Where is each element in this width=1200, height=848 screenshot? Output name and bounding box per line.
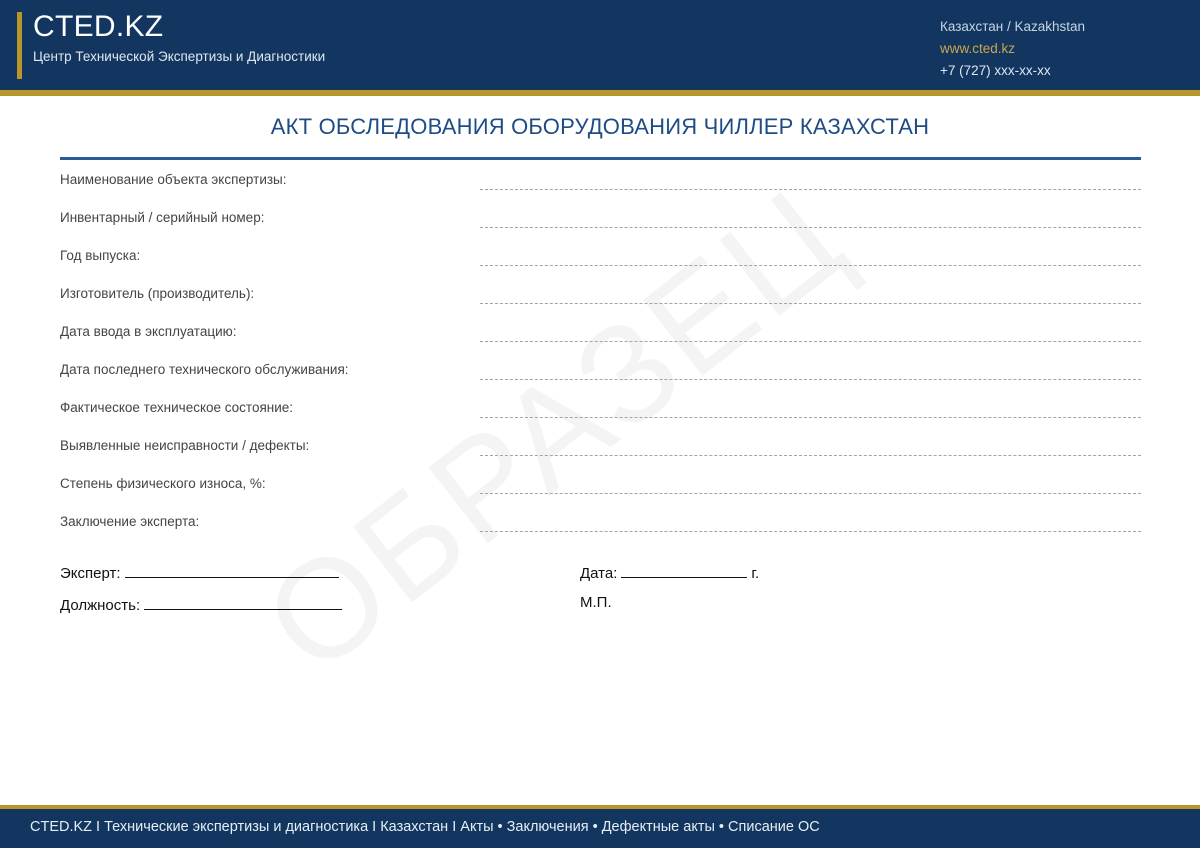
field-label: Дата ввода в эксплуатацию: bbox=[60, 324, 237, 339]
form-field-manufacturer bbox=[60, 286, 1141, 324]
footer-text: CTED.KZ I Технические экспертизы и диагностика I Казахстан I Акты • Заключения • Дефектные акты • Списание ОС bbox=[30, 819, 820, 835]
fill-line[interactable] bbox=[480, 531, 1141, 532]
header-accent-bar bbox=[17, 12, 22, 79]
expert-signature-line[interactable] bbox=[125, 562, 339, 578]
fill-line[interactable] bbox=[480, 417, 1141, 418]
form-field-technical-condition bbox=[60, 400, 1141, 438]
field-label: Наименование объекта экспертизы: bbox=[60, 172, 287, 187]
field-label: Изготовитель (производитель): bbox=[60, 286, 255, 301]
brand-logo-text: CTED.KZ bbox=[33, 10, 164, 43]
form-field-object-name bbox=[60, 172, 1141, 210]
seal-place: М.П. bbox=[580, 594, 612, 611]
header-gold-divider bbox=[0, 90, 1200, 96]
brand-tagline: Центр Технической Экспертизы и Диагностики bbox=[33, 49, 326, 64]
date-label: Дата: bbox=[580, 565, 618, 582]
title-divider bbox=[60, 157, 1141, 160]
fill-line[interactable] bbox=[480, 227, 1141, 228]
country-label: Казахстан / Kazakhstan bbox=[940, 19, 1086, 34]
form-field-commissioning-date bbox=[60, 324, 1141, 362]
document-title: АКТ ОБСЛЕДОВАНИЯ ОБОРУДОВАНИЯ ЧИЛЛЕР КАЗАХСТАН bbox=[270, 114, 930, 139]
expert-signature-row bbox=[60, 562, 343, 582]
field-label: Инвентарный / серийный номер: bbox=[60, 210, 265, 225]
form-field-serial-number bbox=[60, 210, 1141, 248]
phone-number: +7 (727) xxx-xx-xx bbox=[940, 63, 1051, 78]
field-label: Год выпуска: bbox=[60, 248, 141, 263]
field-label: Фактическое техническое состояние: bbox=[60, 400, 294, 415]
header-bar bbox=[0, 0, 1200, 90]
field-label: Заключение эксперта: bbox=[60, 514, 200, 529]
field-label: Дата последнего технического обслуживания: bbox=[60, 362, 349, 377]
date-row bbox=[580, 562, 759, 582]
form-field-wear-percent bbox=[60, 476, 1141, 514]
form-field-expert-conclusion bbox=[60, 514, 1141, 552]
fill-line[interactable] bbox=[480, 493, 1141, 494]
header-contacts bbox=[940, 16, 1085, 82]
website-link[interactable]: www.cted.kz bbox=[940, 41, 1016, 56]
fill-line[interactable] bbox=[480, 265, 1141, 266]
position-label: Должность: bbox=[60, 597, 141, 614]
fill-line[interactable] bbox=[480, 455, 1141, 456]
fill-line[interactable] bbox=[480, 189, 1141, 190]
date-line[interactable] bbox=[621, 562, 747, 578]
fill-line[interactable] bbox=[480, 303, 1141, 304]
expert-label: Эксперт: bbox=[60, 565, 121, 582]
form-field-year bbox=[60, 248, 1141, 286]
field-label: Степень физического износа, %: bbox=[60, 476, 266, 491]
fill-line[interactable] bbox=[480, 379, 1141, 380]
footer-bar bbox=[0, 809, 1200, 848]
fill-line[interactable] bbox=[480, 341, 1141, 342]
position-signature-row bbox=[60, 594, 346, 614]
form-field-defects bbox=[60, 438, 1141, 476]
field-label: Выявленные неисправности / дефекты: bbox=[60, 438, 310, 453]
year-suffix: г. bbox=[751, 565, 760, 582]
form-field-last-service-date bbox=[60, 362, 1141, 400]
position-signature-line[interactable] bbox=[144, 594, 342, 610]
